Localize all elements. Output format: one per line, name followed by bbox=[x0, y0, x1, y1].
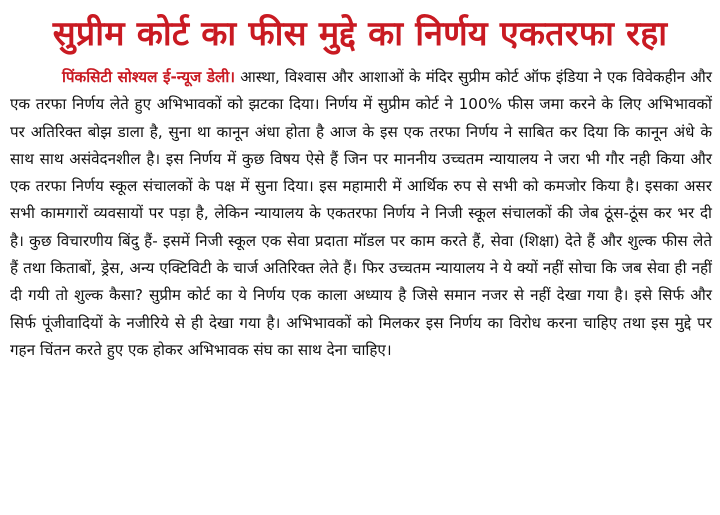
article-body-text: आस्था, विश्वास और आशाओं के मंदिर सुप्रीम कोर्ट ऑफ इंडिया ने एक विवेकहीन और एक तरफा निर्णय लेते हुए अभिभावकों को झटका दिया। निर्णय में सुप्रीम कोर्ट ने 100% फीस जमा करने के लिए अभिभावकों पर अतिरिक्त बोझ डाला है, सुना था कानून अंधा होता है आज के इस एक तरफा निर्णय ने साबित कर दिया कि कानून अंधे के साथ साथ असंवेदनशील है। इस निर्णय में कुछ विषय ऐसे हैं जिन पर माननीय उच्चतम न्यायालय ने जरा भी गौर नही किया और एक तरफा निर्णय स्कूल संचालकों के पक्ष में सुना दिया। इस महामारी में आर्थिक रुप से सभी को कमजोर किया है। इसका असर सभी कामगारों व्यवसायों पर पड़ा है, लेकिन न्यायालय के एकतरफा निर्णय ने निजी स्कूल संचालकों की जेब ठूंस-ठूंस कर भर दी है। कुछ विचारणीय बिंदु हैं- इसमें निजी स्कूल एक सेवा प्रदाता मॉडल पर काम करते हैं, सेवा (शिक्षा) देते हैं और शुल्क फीस लेते हैं तथा किताबों, ड्रेस, अन्य एक्टिविटी के चार्ज अतिरिक्त लेते हैं। फिर उच्चतम न्यायालय ने ये क्यों नहीं सोचा कि जब सेवा ही नहीं दी गयी तो शुल्क कैसा? सुप्रीम कोर्ट का ये निर्णय एक काला अध्याय है जिसे समान नजर से नहीं देखा गया है। इसे सिर्फ और सिर्फ पूंजीवादियों के नजीरिये से ही देखा गया है। अभिभावकों को मिलकर इस निर्णय का विरोध करना चाहिए तथा इस मुद्दे पर गहन चिंतन करते हुए एक होकर अभिभावक संघ का साथ देना चाहिए। bbox=[10, 68, 713, 359]
headline: सुप्रीम कोर्ट का फीस मुद्दे का निर्णय एकतरफा रहा bbox=[52, 14, 668, 54]
article-body-paragraph bbox=[10, 64, 712, 364]
dateline: पिंकसिटी सोश्यल ई-न्यूज डेली। bbox=[62, 68, 236, 86]
